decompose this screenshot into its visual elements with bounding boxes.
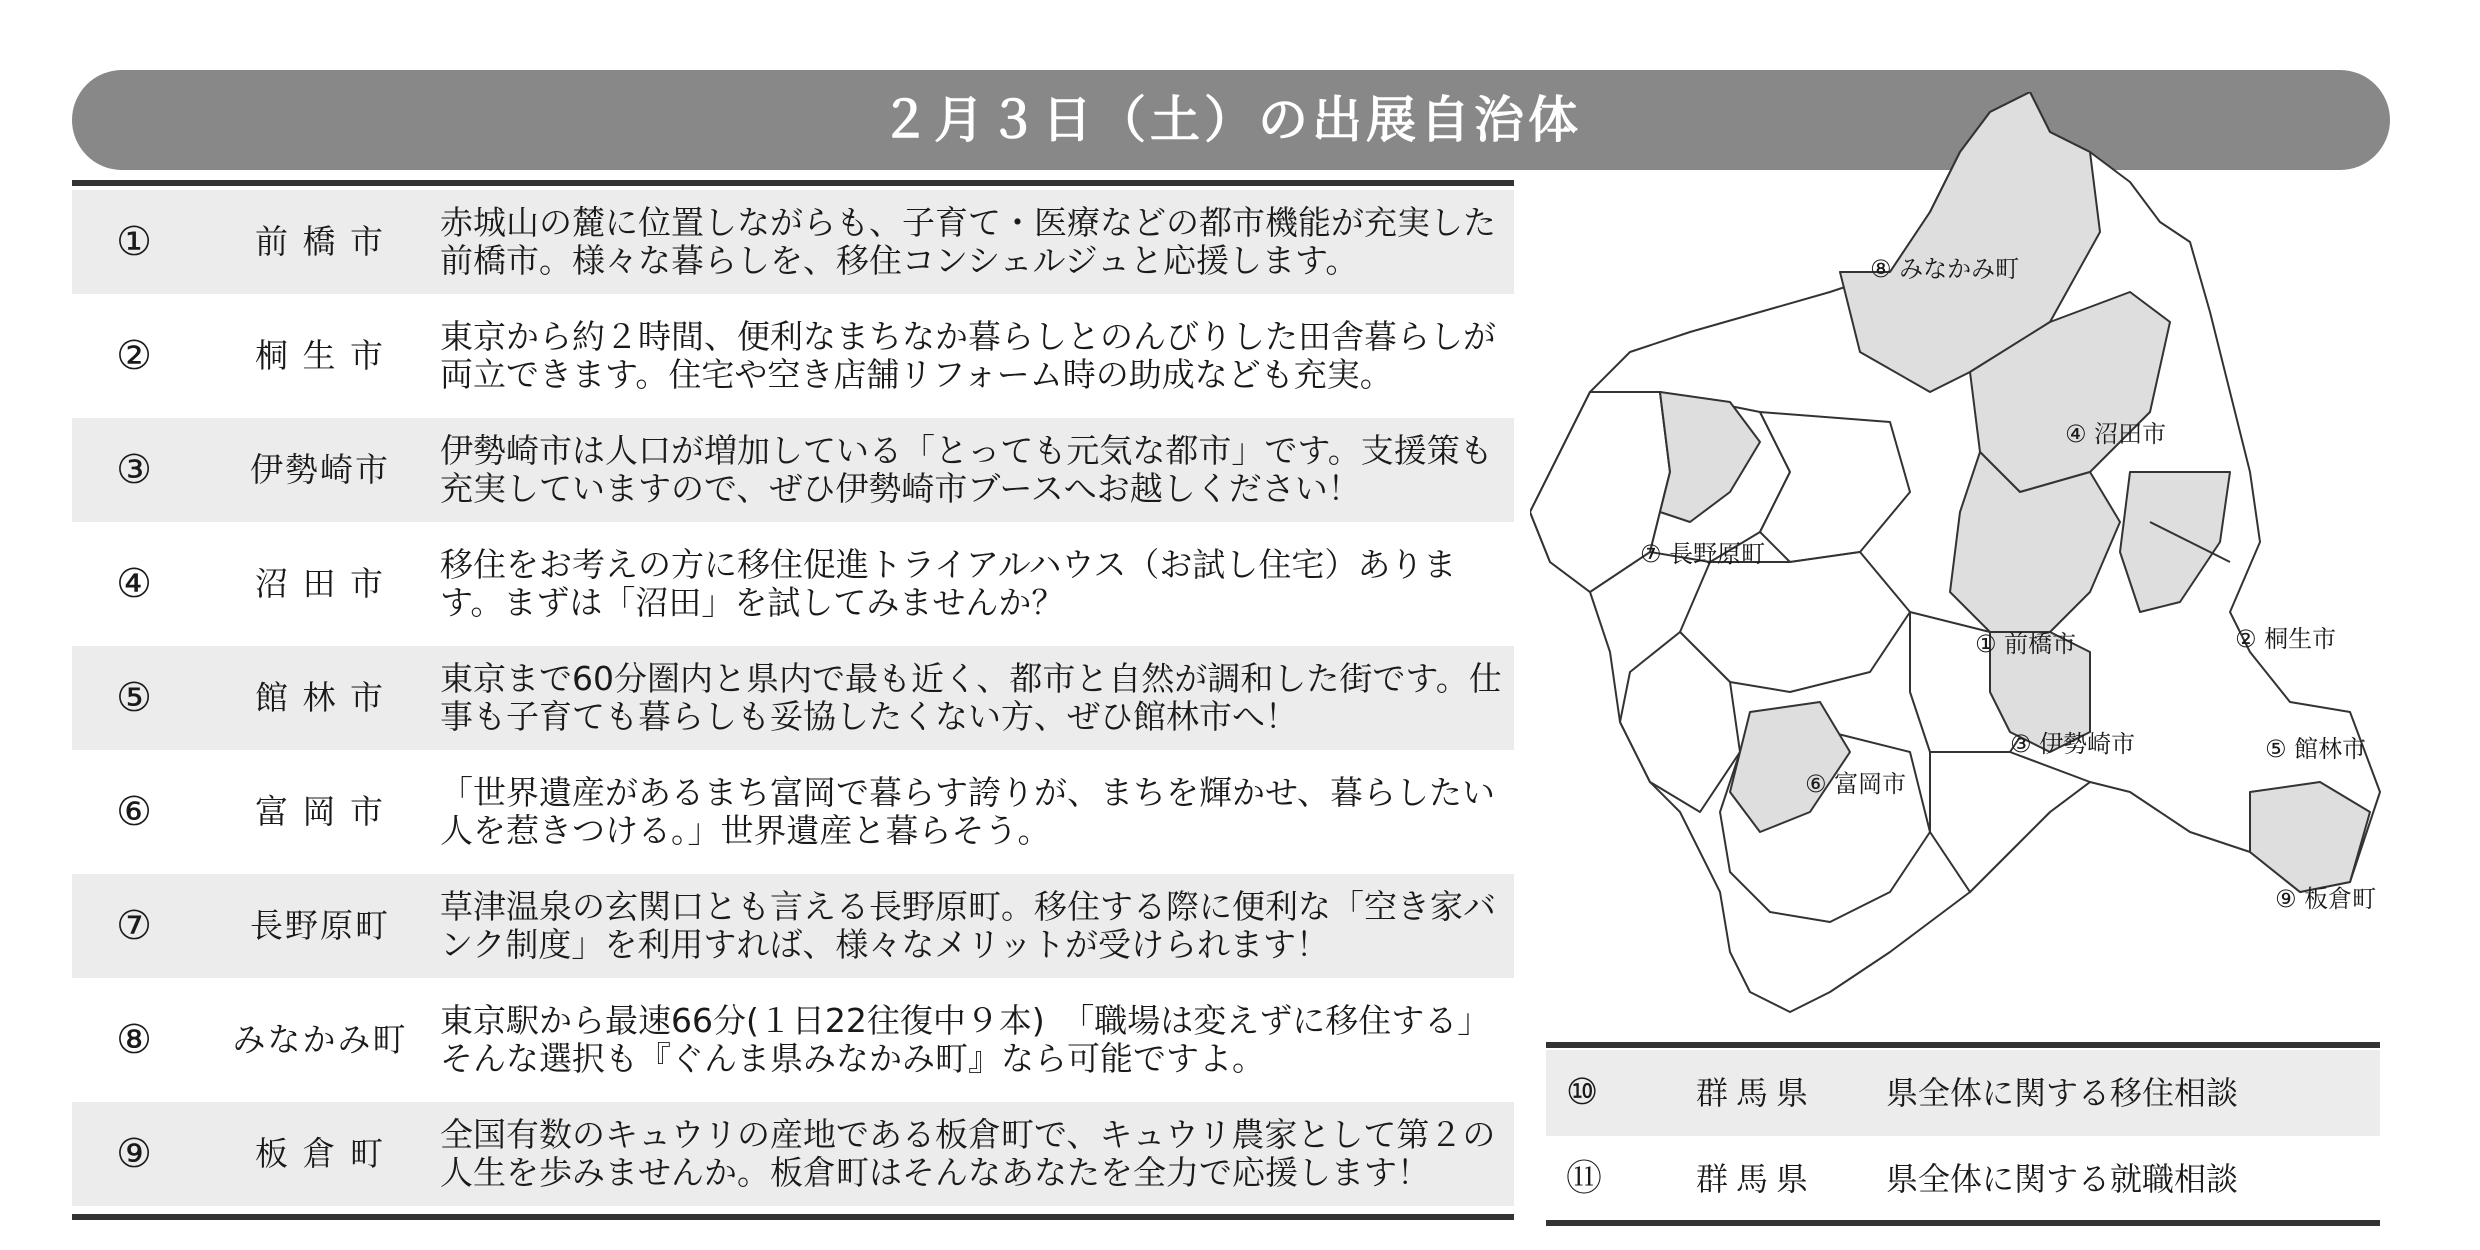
table-row (72, 988, 1514, 1092)
exhibitor-table (72, 180, 1514, 1220)
row-number: ③ (116, 447, 152, 493)
gunma-map-svg (1530, 92, 2390, 1032)
municipality-desc: 伊勢崎市は人口が増加している「とっても元気な都市」です。支援策も充実していますので、ぜひ伊勢崎市ブースへお越しください！ (440, 431, 1493, 508)
municipality-name: 富 岡 市 (255, 792, 385, 831)
municipality-desc: 草津温泉の玄関口とも言える長野原町。移住する際に便利な「空き家バンク制度」を利用すれば、様々なメリットが受けられます！ (440, 887, 1496, 964)
map-label-tomioka: ⑥ 富岡市 (1805, 770, 1907, 798)
municipality-name: 群馬県 (1695, 1074, 1816, 1112)
row-number: ④ (116, 561, 152, 607)
municipality-name: 群馬県 (1695, 1160, 1816, 1198)
consultation-desc: 県全体に関する就職相談 (1886, 1160, 2239, 1198)
row-number: ② (116, 333, 152, 379)
municipality-name: 長野原町 (250, 906, 390, 945)
row-number: ⑧ (116, 1017, 152, 1063)
table-bottom-rule (1546, 1220, 2380, 1226)
municipality-name: 桐 生 市 (255, 336, 385, 375)
municipality-name: 館 林 市 (255, 678, 385, 717)
municipality-desc: 「世界遺産があるまち富岡で暮らす誇りが、まちを輝かせ、暮らしたい人を惹きつける。」世界遺産と暮らそう。 (440, 773, 1496, 850)
row-number: ⑨ (116, 1131, 152, 1177)
row-number: ⑤ (116, 675, 152, 721)
map-label-minakami: ⑧ みなかみ町 (1870, 255, 2020, 283)
table-row (72, 760, 1514, 864)
table-row (72, 874, 1514, 978)
municipality-name: 前 橋 市 (255, 222, 385, 261)
municipality-desc: 移住をお考えの方に移住促進トライアルハウス（お試し住宅）あります。まずは「沼田」を試してみませんか？ (440, 545, 1457, 622)
map-label-kiryu: ② 桐生市 (2235, 625, 2337, 653)
table-row (72, 532, 1514, 636)
table-row (1546, 1136, 2380, 1222)
municipality-desc: 東京駅から最速66分(１日22往復中９本) 「職場は変えずに移住する」そんな選択も『ぐんま県みなかみ町』なら可能ですよ。 (440, 1001, 1491, 1078)
row-number: ① (116, 219, 152, 265)
table-top-rule (72, 180, 1514, 186)
table-row (1546, 1050, 2380, 1136)
table-row (72, 646, 1514, 750)
map-label-maebashi: ① 前橋市 (1975, 630, 2077, 658)
row-number: ⑪ (1566, 1158, 1603, 1199)
table-row (72, 304, 1514, 408)
municipality-desc: 全国有数のキュウリの産地である板倉町で、キュウリ農家として第２の人生を歩みませんか。板倉町はそんなあなたを全力で応援します！ (440, 1115, 1496, 1192)
municipality-desc: 東京から約２時間、便利なまちなか暮らしとのんびりした田舎暮らしが両立できます。住宅や空き店舗リフォーム時の助成なども充実。 (440, 317, 1496, 394)
consultation-desc: 県全体に関する移住相談 (1886, 1074, 2239, 1112)
row-number: ⑦ (116, 903, 152, 949)
row-number: ⑩ (1566, 1072, 1599, 1113)
municipality-desc: 東京まで60分圏内と県内で最も近く、都市と自然が調和した街です。仕事も子育ても暮らしも妥協したくない方、ぜひ館林市へ！ (440, 659, 1502, 736)
row-number: ⑥ (116, 789, 152, 835)
table-row (72, 1102, 1514, 1206)
municipality-name: 板 倉 町 (255, 1134, 385, 1173)
table-top-rule (1546, 1042, 2380, 1048)
municipality-name: みなかみ町 (232, 1020, 408, 1059)
page-title: ２月３日（土）の出展自治体 (880, 91, 1582, 149)
map-label-tatebayashi: ⑤ 館林市 (2265, 735, 2367, 763)
municipality-name: 沼 田 市 (255, 564, 385, 603)
map-label-naganohara: ⑦ 長野原町 (1640, 540, 1766, 568)
table-row (72, 418, 1514, 522)
prefecture-table (1546, 1042, 2380, 1226)
table-bottom-rule (72, 1214, 1514, 1220)
map-label-numata: ④ 沼田市 (2065, 420, 2167, 448)
map-label-itakura: ⑨ 板倉町 (2275, 885, 2377, 913)
table-row (72, 190, 1514, 294)
municipality-desc: 赤城山の麓に位置しながらも、子育て・医療などの都市機能が充実した前橋市。様々な暮らしを、移住コンシェルジュと応援します。 (440, 203, 1496, 280)
gunma-map (1530, 92, 2390, 1032)
map-label-isesaki: ③ 伊勢崎市 (2010, 730, 2136, 758)
municipality-name: 伊勢崎市 (250, 450, 390, 489)
